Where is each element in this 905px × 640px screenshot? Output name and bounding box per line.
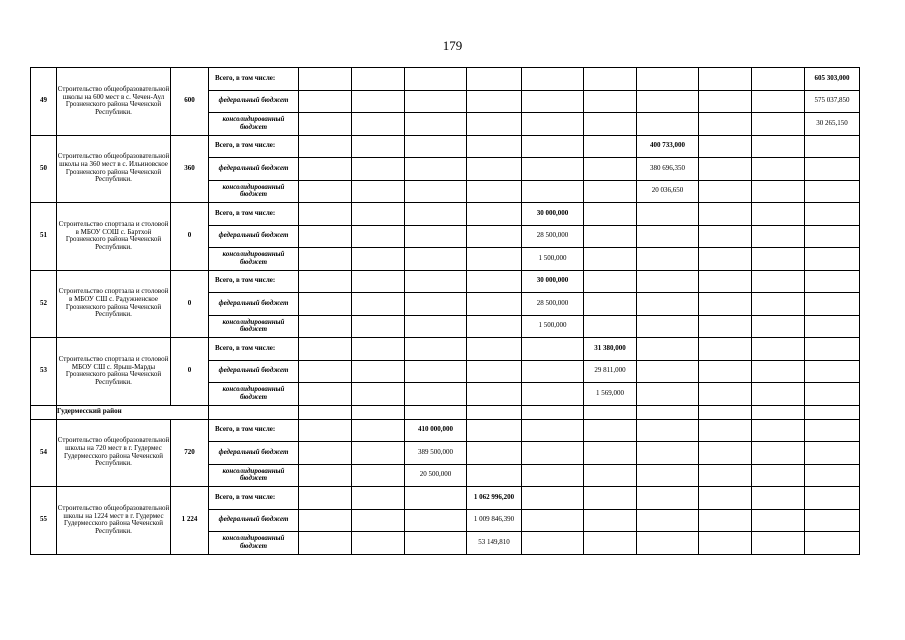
empty-cell	[752, 532, 805, 555]
empty-cell	[699, 405, 752, 419]
empty-cell	[405, 487, 467, 510]
empty-cell	[699, 487, 752, 510]
empty-cell	[405, 203, 467, 226]
empty-cell	[352, 203, 405, 226]
empty-cell	[805, 419, 860, 442]
value-total: 31 380,000	[584, 338, 637, 361]
empty-cell	[699, 68, 752, 91]
empty-cell	[352, 487, 405, 510]
empty-cell	[405, 270, 467, 293]
empty-cell	[467, 203, 522, 226]
empty-cell	[637, 203, 699, 226]
category-label-total: Всего, в том числе:	[209, 270, 299, 293]
empty-cell	[805, 135, 860, 158]
empty-cell	[584, 158, 637, 181]
empty-cell	[405, 293, 467, 316]
empty-cell	[584, 68, 637, 91]
empty-cell	[752, 203, 805, 226]
empty-cell	[805, 158, 860, 181]
empty-cell	[699, 419, 752, 442]
empty-cell	[299, 293, 352, 316]
project-capacity: 720	[171, 419, 209, 487]
empty-cell	[522, 487, 584, 510]
empty-cell	[584, 405, 637, 419]
empty-cell	[584, 225, 637, 248]
empty-cell	[637, 509, 699, 532]
empty-cell	[637, 419, 699, 442]
value-federal: 575 037,850	[805, 90, 860, 113]
empty-cell	[467, 248, 522, 271]
project-description: Строительство спортзала и столовой МБОУ СШ с. Ярыш-Марды Грозненского района Чеченской Республики.	[57, 338, 171, 406]
empty-cell	[405, 113, 467, 136]
value-total: 605 303,000	[805, 68, 860, 91]
empty-cell	[467, 419, 522, 442]
empty-cell	[405, 225, 467, 248]
empty-cell	[699, 293, 752, 316]
empty-cell	[352, 90, 405, 113]
empty-cell	[405, 315, 467, 338]
category-label-consolidated: консолидированный бюджет	[209, 248, 299, 271]
value-federal: 28 500,000	[522, 293, 584, 316]
empty-cell	[637, 405, 699, 419]
empty-cell	[405, 405, 467, 419]
empty-cell	[637, 464, 699, 487]
empty-cell	[405, 360, 467, 383]
empty-cell	[637, 68, 699, 91]
empty-cell	[522, 338, 584, 361]
empty-cell	[752, 360, 805, 383]
empty-cell	[405, 90, 467, 113]
empty-cell	[805, 383, 860, 406]
district-row	[31, 405, 860, 419]
empty-cell	[805, 293, 860, 316]
empty-cell	[637, 360, 699, 383]
project-capacity: 360	[171, 135, 209, 203]
table-row	[31, 68, 860, 91]
table-row	[31, 487, 860, 510]
value-consolidated: 1 500,000	[522, 248, 584, 271]
empty-cell	[352, 158, 405, 181]
empty-cell	[752, 509, 805, 532]
project-capacity: 1 224	[171, 487, 209, 555]
empty-cell	[752, 315, 805, 338]
empty-cell	[522, 68, 584, 91]
empty-cell	[752, 158, 805, 181]
project-description: Строительство общеобразовательной школы на 1224 мест в г. Гудермес Гудермесского района Чеченской Республики.	[57, 487, 171, 555]
value-consolidated: 1 500,000	[522, 315, 584, 338]
empty-cell	[467, 315, 522, 338]
empty-cell	[699, 360, 752, 383]
empty-cell	[522, 464, 584, 487]
empty-cell	[522, 405, 584, 419]
empty-cell	[584, 203, 637, 226]
value-total: 410 000,000	[405, 419, 467, 442]
empty-cell	[299, 315, 352, 338]
value-total: 30 000,000	[522, 270, 584, 293]
empty-cell	[752, 135, 805, 158]
empty-cell	[352, 270, 405, 293]
empty-cell	[352, 338, 405, 361]
empty-cell	[699, 135, 752, 158]
empty-cell	[405, 158, 467, 181]
empty-cell	[467, 180, 522, 203]
empty-cell	[467, 383, 522, 406]
empty-cell	[299, 464, 352, 487]
empty-cell	[805, 405, 860, 419]
empty-cell	[299, 135, 352, 158]
empty-cell	[584, 315, 637, 338]
empty-cell	[522, 180, 584, 203]
empty-cell	[699, 442, 752, 465]
empty-cell	[805, 442, 860, 465]
empty-cell	[299, 383, 352, 406]
empty-cell	[522, 509, 584, 532]
category-label-total: Всего, в том числе:	[209, 203, 299, 226]
project-number: 55	[31, 487, 57, 555]
empty-cell	[522, 360, 584, 383]
value-total: 400 733,000	[637, 135, 699, 158]
value-consolidated: 20 036,650	[637, 180, 699, 203]
empty-cell	[299, 419, 352, 442]
empty-cell	[752, 487, 805, 510]
empty-cell	[584, 464, 637, 487]
project-number: 52	[31, 270, 57, 338]
empty-cell	[405, 180, 467, 203]
empty-cell	[699, 338, 752, 361]
empty-cell	[752, 464, 805, 487]
category-label-federal: федеральный бюджет	[209, 158, 299, 181]
category-label-federal: федеральный бюджет	[209, 293, 299, 316]
empty-cell	[467, 113, 522, 136]
table-row	[31, 270, 860, 293]
empty-cell	[299, 442, 352, 465]
category-label-consolidated: консолидированный бюджет	[209, 113, 299, 136]
budget-table	[30, 67, 860, 555]
empty-cell	[584, 270, 637, 293]
empty-cell	[805, 338, 860, 361]
empty-cell	[637, 225, 699, 248]
empty-cell	[752, 113, 805, 136]
table-row	[31, 203, 860, 226]
empty-cell	[584, 509, 637, 532]
empty-cell	[299, 532, 352, 555]
value-consolidated: 20 500,000	[405, 464, 467, 487]
category-label-federal: федеральный бюджет	[209, 442, 299, 465]
value-federal: 29 811,000	[584, 360, 637, 383]
table-row	[31, 338, 860, 361]
empty-cell	[467, 225, 522, 248]
empty-cell	[522, 383, 584, 406]
empty-cell	[805, 225, 860, 248]
empty-cell	[637, 113, 699, 136]
project-number: 51	[31, 203, 57, 271]
category-label-federal: федеральный бюджет	[209, 360, 299, 383]
empty-cell	[352, 442, 405, 465]
empty-cell	[31, 405, 57, 419]
empty-cell	[299, 248, 352, 271]
empty-cell	[467, 158, 522, 181]
empty-cell	[467, 442, 522, 465]
empty-cell	[637, 270, 699, 293]
value-consolidated: 53 149,810	[467, 532, 522, 555]
value-federal: 28 500,000	[522, 225, 584, 248]
empty-cell	[467, 135, 522, 158]
empty-cell	[299, 509, 352, 532]
category-label-federal: федеральный бюджет	[209, 90, 299, 113]
category-label-federal: федеральный бюджет	[209, 225, 299, 248]
empty-cell	[299, 405, 352, 419]
empty-cell	[299, 338, 352, 361]
category-label-total: Всего, в том числе:	[209, 135, 299, 158]
empty-cell	[584, 487, 637, 510]
project-description: Строительство общеобразовательной школы на 360 мест в с. Ильиновское Грозненского района Чеченской Республики.	[57, 135, 171, 203]
empty-cell	[752, 419, 805, 442]
empty-cell	[299, 180, 352, 203]
empty-cell	[299, 225, 352, 248]
empty-cell	[752, 270, 805, 293]
empty-cell	[805, 509, 860, 532]
empty-cell	[405, 248, 467, 271]
value-total: 1 062 996,200	[467, 487, 522, 510]
empty-cell	[805, 248, 860, 271]
empty-cell	[299, 113, 352, 136]
empty-cell	[752, 225, 805, 248]
empty-cell	[352, 419, 405, 442]
value-federal: 1 009 846,390	[467, 509, 522, 532]
empty-cell	[752, 383, 805, 406]
empty-cell	[299, 90, 352, 113]
empty-cell	[637, 293, 699, 316]
category-label-total: Всего, в том числе:	[209, 68, 299, 91]
empty-cell	[584, 293, 637, 316]
category-label-total: Всего, в том числе:	[209, 487, 299, 510]
category-label-federal: федеральный бюджет	[209, 509, 299, 532]
project-number: 49	[31, 68, 57, 136]
empty-cell	[522, 113, 584, 136]
empty-cell	[467, 293, 522, 316]
empty-cell	[752, 68, 805, 91]
project-number: 53	[31, 338, 57, 406]
empty-cell	[467, 68, 522, 91]
empty-cell	[584, 113, 637, 136]
empty-cell	[299, 360, 352, 383]
empty-cell	[637, 383, 699, 406]
empty-cell	[752, 293, 805, 316]
empty-cell	[699, 180, 752, 203]
empty-cell	[584, 419, 637, 442]
empty-cell	[405, 532, 467, 555]
project-capacity: 0	[171, 270, 209, 338]
empty-cell	[467, 360, 522, 383]
category-label-consolidated: консолидированный бюджет	[209, 464, 299, 487]
empty-cell	[752, 180, 805, 203]
empty-cell	[522, 442, 584, 465]
empty-cell	[637, 315, 699, 338]
value-consolidated: 1 569,000	[584, 383, 637, 406]
empty-cell	[352, 68, 405, 91]
project-capacity: 600	[171, 68, 209, 136]
project-description: Строительство общеобразовательной школы на 720 мест в г. Гудермес Гудермесского района Чеченской Республики.	[57, 419, 171, 487]
empty-cell	[405, 383, 467, 406]
empty-cell	[299, 203, 352, 226]
empty-cell	[699, 90, 752, 113]
empty-cell	[752, 442, 805, 465]
value-consolidated: 30 265,150	[805, 113, 860, 136]
empty-cell	[352, 225, 405, 248]
empty-cell	[805, 270, 860, 293]
project-capacity: 0	[171, 338, 209, 406]
empty-cell	[405, 135, 467, 158]
empty-cell	[467, 464, 522, 487]
empty-cell	[522, 90, 584, 113]
empty-cell	[467, 338, 522, 361]
empty-cell	[352, 135, 405, 158]
empty-cell	[352, 360, 405, 383]
empty-cell	[522, 532, 584, 555]
empty-cell	[299, 487, 352, 510]
project-description: Строительство общеобразовательной школы на 600 мест в с. Чечен-Аул Грозненского района Чеченской Республики.	[57, 68, 171, 136]
category-label-consolidated: консолидированный бюджет	[209, 532, 299, 555]
empty-cell	[352, 405, 405, 419]
page-number: 179	[442, 38, 463, 53]
empty-cell	[637, 248, 699, 271]
table-row	[31, 419, 860, 442]
empty-cell	[352, 315, 405, 338]
empty-cell	[405, 338, 467, 361]
value-federal: 380 696,350	[637, 158, 699, 181]
empty-cell	[699, 509, 752, 532]
empty-cell	[752, 338, 805, 361]
empty-cell	[405, 68, 467, 91]
empty-cell	[699, 225, 752, 248]
empty-cell	[699, 383, 752, 406]
empty-cell	[805, 464, 860, 487]
category-label-consolidated: консолидированный бюджет	[209, 383, 299, 406]
empty-cell	[699, 203, 752, 226]
empty-cell	[699, 315, 752, 338]
empty-cell	[637, 532, 699, 555]
empty-cell	[699, 248, 752, 271]
empty-cell	[584, 442, 637, 465]
empty-cell	[299, 158, 352, 181]
district-label: Гудермесский район	[57, 405, 209, 419]
empty-cell	[467, 405, 522, 419]
category-label-total: Всего, в том числе:	[209, 338, 299, 361]
empty-cell	[352, 113, 405, 136]
project-capacity: 0	[171, 203, 209, 271]
category-label-consolidated: консолидированный бюджет	[209, 315, 299, 338]
empty-cell	[584, 90, 637, 113]
empty-cell	[752, 90, 805, 113]
empty-cell	[584, 180, 637, 203]
category-label-consolidated: консолидированный бюджет	[209, 180, 299, 203]
empty-cell	[805, 532, 860, 555]
empty-cell	[522, 135, 584, 158]
empty-cell	[467, 270, 522, 293]
empty-cell	[805, 203, 860, 226]
project-description: Строительство спортзала и столовой в МБОУ СШ с. Радужненское Грозненского района Чеченской Республики.	[57, 270, 171, 338]
empty-cell	[699, 532, 752, 555]
empty-cell	[405, 509, 467, 532]
empty-cell	[352, 464, 405, 487]
empty-cell	[352, 293, 405, 316]
empty-cell	[805, 487, 860, 510]
project-number: 54	[31, 419, 57, 487]
empty-cell	[522, 158, 584, 181]
empty-cell	[522, 419, 584, 442]
empty-cell	[805, 180, 860, 203]
empty-cell	[637, 338, 699, 361]
empty-cell	[352, 248, 405, 271]
empty-cell	[637, 487, 699, 510]
value-federal: 389 500,000	[405, 442, 467, 465]
empty-cell	[584, 532, 637, 555]
empty-cell	[299, 68, 352, 91]
empty-cell	[209, 405, 299, 419]
empty-cell	[352, 509, 405, 532]
empty-cell	[637, 442, 699, 465]
project-number: 50	[31, 135, 57, 203]
project-description: Строительство спортзала и столовой в МБОУ СОШ с. Бартхой Грозненского района Чеченской Республики.	[57, 203, 171, 271]
empty-cell	[584, 135, 637, 158]
category-label-total: Всего, в том числе:	[209, 419, 299, 442]
empty-cell	[752, 405, 805, 419]
empty-cell	[637, 90, 699, 113]
empty-cell	[352, 180, 405, 203]
empty-cell	[699, 113, 752, 136]
table-row	[31, 135, 860, 158]
empty-cell	[805, 360, 860, 383]
empty-cell	[299, 270, 352, 293]
empty-cell	[752, 248, 805, 271]
empty-cell	[352, 383, 405, 406]
empty-cell	[467, 90, 522, 113]
empty-cell	[699, 270, 752, 293]
value-total: 30 000,000	[522, 203, 584, 226]
empty-cell	[352, 532, 405, 555]
empty-cell	[699, 158, 752, 181]
empty-cell	[584, 248, 637, 271]
empty-cell	[699, 464, 752, 487]
empty-cell	[805, 315, 860, 338]
